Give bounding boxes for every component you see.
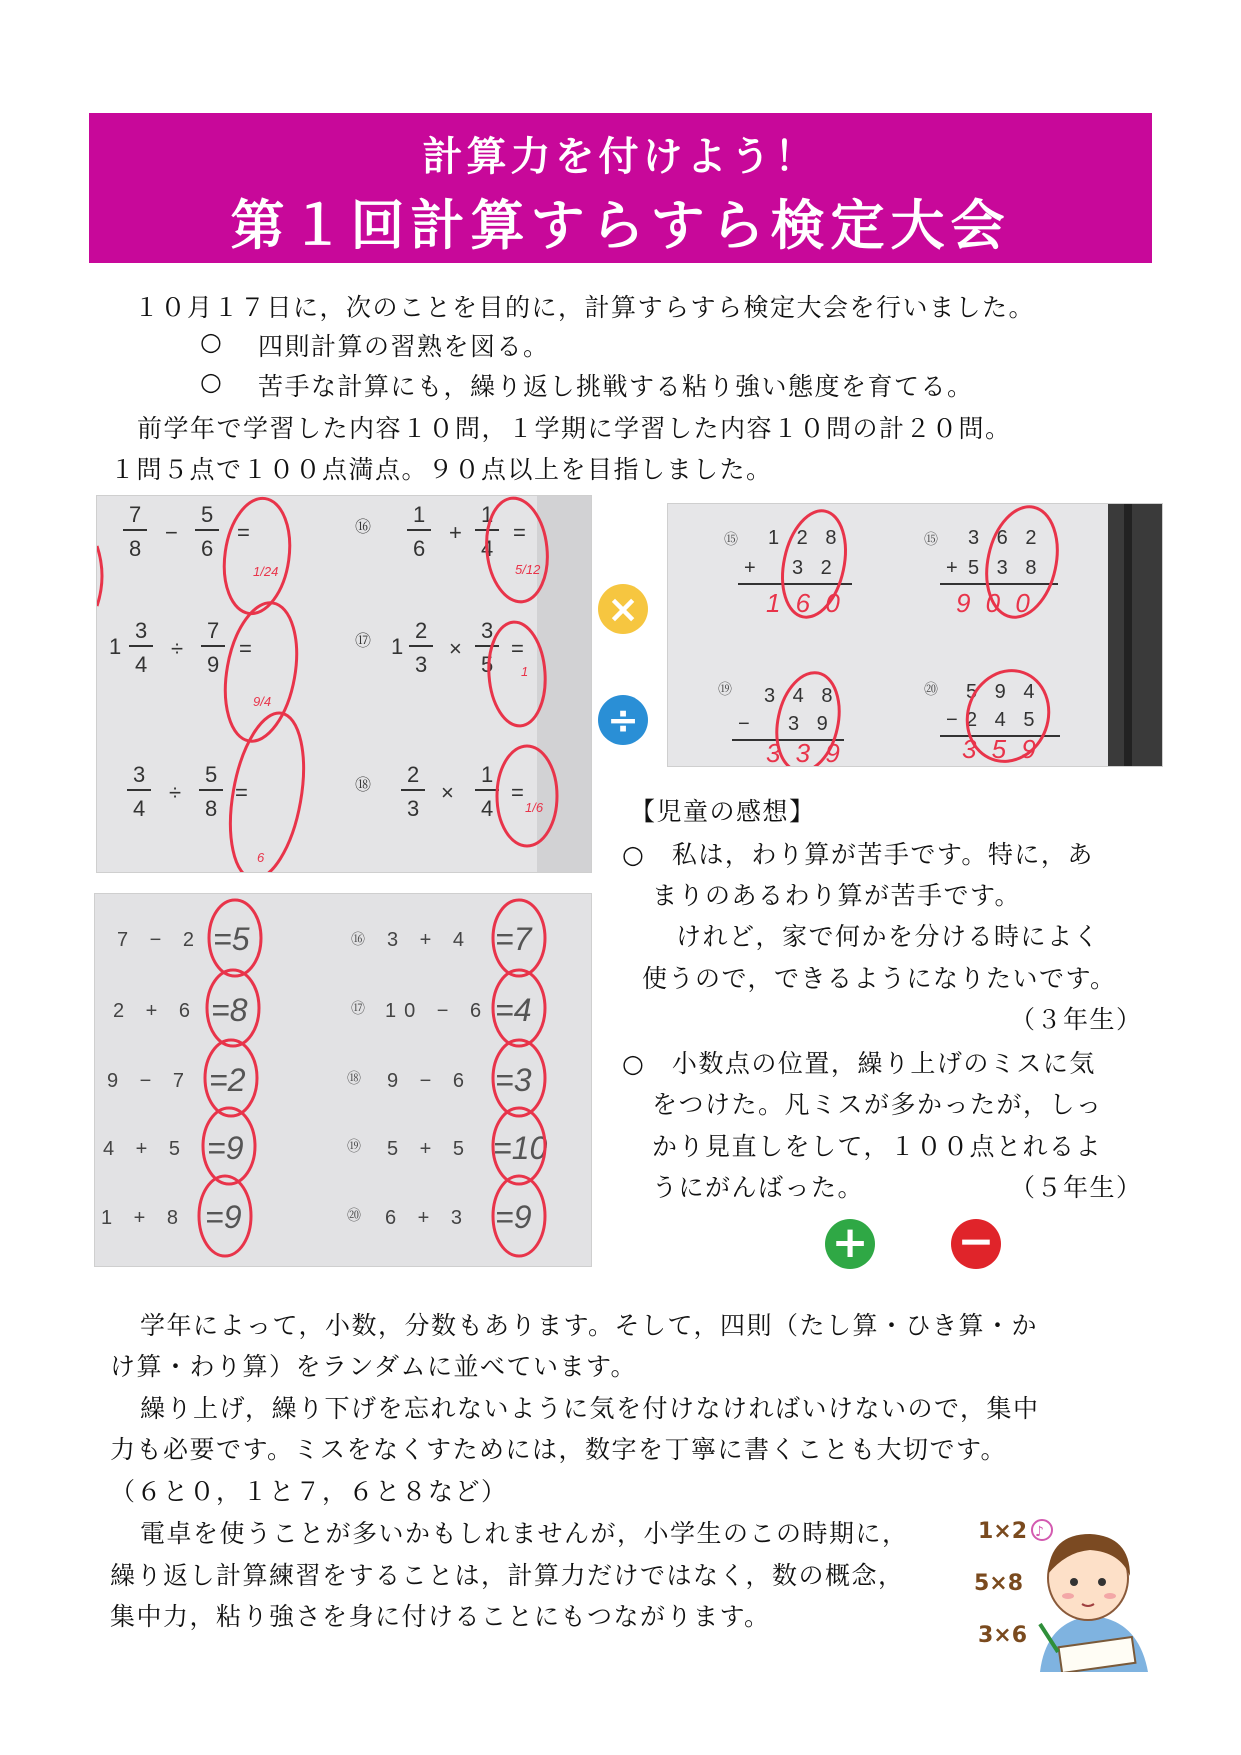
column-bottom: 2 4 5	[966, 709, 1041, 731]
frac-den: 4	[481, 536, 494, 561]
column-top: 5 9 4	[966, 681, 1041, 703]
equation: 4 + 5	[103, 1138, 189, 1160]
handwritten-answer: =2	[209, 1062, 246, 1098]
whole-number: 1	[109, 634, 122, 659]
banner-title: 第１回計算すらすら検定大会	[230, 194, 1011, 257]
worksheet-photo-whole-numbers	[94, 893, 592, 1267]
frac-den: 3	[415, 652, 428, 677]
title-banner	[89, 113, 1152, 263]
equation: 5 + 5	[387, 1138, 473, 1160]
minus-icon: −	[951, 1219, 1001, 1269]
student-illustration	[970, 1512, 1160, 1672]
frac-den: 4	[133, 796, 146, 821]
body-line-7: 繰り返し計算練習をすることは，計算力だけではなく，数の概念，	[110, 1561, 905, 1590]
whole-number: 1	[391, 634, 404, 659]
frac-num: 1	[481, 502, 494, 527]
frac-den: 8	[129, 536, 142, 561]
illustration-text: 1×2	[978, 1519, 1028, 1544]
equation: 9 − 6	[387, 1070, 473, 1092]
equation: 7 − 2	[117, 929, 203, 951]
comment-2-grade: （５年生）	[1010, 1173, 1143, 1202]
column-top: 3 4 8	[764, 685, 839, 707]
equation: 10 − 6	[385, 1000, 490, 1022]
handwritten-answer: =9	[205, 1199, 242, 1235]
divide-icon: ÷	[598, 695, 648, 745]
equation: 6 + 3	[385, 1207, 471, 1229]
problem-number: ⑲	[347, 1138, 361, 1154]
handwritten-answer: 6	[257, 850, 265, 865]
illustration-text: 3×6	[978, 1623, 1028, 1648]
problem-number: ⑰	[351, 1000, 365, 1016]
problem-number: ⑱	[355, 777, 372, 794]
goal-2: 苦手な計算にも，繰り返し挑戦する粘り強い態度を育てる。	[258, 372, 974, 401]
comment-2-line-1: ○ 小数点の位置，繰り上げのミスに気	[622, 1049, 1096, 1078]
body-line-5: （６と０，１と７，６と８など）	[110, 1477, 508, 1506]
frac-den: 6	[201, 536, 214, 561]
handwritten-answer: =5	[213, 921, 250, 957]
problem-number: ⑯	[351, 931, 365, 947]
intro-line-4: 前学年で学習した内容１０問，１学期に学習した内容１０問の計２０問。	[137, 414, 1012, 443]
plus-icon: +	[825, 1219, 875, 1269]
handwritten-answer: 1	[521, 664, 529, 679]
problem-number: ⑮	[924, 531, 938, 547]
frac-num: 2	[415, 618, 428, 643]
handwritten-answer: =9	[207, 1130, 244, 1166]
comment-1-line-2: まりのあるわり算が苦手です。	[652, 881, 1022, 910]
comment-1-line-1: ○ 私は，わり算が苦手です。特に，あ	[622, 840, 1094, 869]
op-times: ×	[449, 636, 462, 661]
frac-num: 1	[481, 762, 494, 787]
times-icon: ×	[598, 584, 648, 634]
goal-1-mark: ○	[200, 327, 224, 356]
problem-number: ⑮	[724, 531, 738, 547]
column-top: 1 2 8	[768, 527, 843, 549]
column-bottom: 3 2	[792, 557, 838, 579]
handwritten-answer: 1/6	[525, 800, 544, 815]
comment-2-line-4: うにがんばった。	[652, 1173, 865, 1202]
worksheet-photo-fractions	[96, 495, 592, 873]
op-eq: =	[511, 780, 524, 805]
intro-line-5: １問５点で１００点満点。９０点以上を目指しました。	[110, 455, 773, 484]
frac-den: 4	[481, 796, 494, 821]
op-eq: =	[237, 520, 250, 545]
frac-den: 8	[205, 796, 218, 821]
frac-num: 3	[481, 618, 494, 643]
handwritten-answer: 3 5 9	[962, 734, 1040, 764]
op-eq: =	[513, 520, 526, 545]
body-line-1: 学年によって，小数，分数もあります。そして，四則（たし算・ひき算・か	[140, 1311, 1039, 1340]
frac-den: 6	[413, 536, 426, 561]
music-note-icon: ♪	[1035, 1524, 1044, 1540]
handwritten-answer: 1/24	[253, 564, 279, 579]
handwritten-answer: =9	[495, 1199, 532, 1235]
body-line-2: け算・わり算）をランダムに並べています。	[110, 1352, 638, 1381]
op-minus: −	[946, 709, 958, 731]
op-minus: −	[165, 520, 178, 545]
handwritten-answer: =7	[495, 921, 532, 957]
handwritten-answer: =4	[495, 992, 532, 1028]
frac-num: 2	[407, 762, 420, 787]
equation: 9 − 7	[107, 1070, 193, 1092]
frac-num: 3	[135, 618, 148, 643]
illustration-text: 5×8	[974, 1571, 1024, 1596]
body-line-8: 集中力，粘り強さを身に付けることにもつながります。	[110, 1602, 771, 1631]
op-eq: =	[235, 780, 248, 805]
equation: 3 + 4	[387, 929, 473, 951]
op-plus: +	[744, 557, 756, 579]
column-top: 3 6 2	[968, 527, 1043, 549]
goal-2-mark: ○	[200, 367, 224, 396]
frac-den: 4	[135, 652, 148, 677]
frac-den: 3	[407, 796, 420, 821]
equation: 2 + 6	[113, 1000, 199, 1022]
handwritten-answer: =10	[493, 1130, 548, 1166]
frac-num: 5	[201, 502, 214, 527]
worksheet-photo-column-arithmetic	[667, 503, 1163, 767]
op-div: ÷	[171, 636, 184, 661]
equation: 1 + 8	[101, 1207, 187, 1229]
handwritten-answer: 1 6 0	[766, 588, 844, 618]
op-eq: =	[511, 636, 524, 661]
comment-1-grade: （３年生）	[1010, 1005, 1143, 1034]
op-plus: +	[449, 520, 462, 545]
comment-1-line-3: けれど，家で何かを分ける時によく	[676, 922, 1101, 951]
frac-num: 7	[207, 618, 220, 643]
column-bottom: 5 3 8	[968, 557, 1043, 579]
problem-number: ⑱	[347, 1070, 361, 1086]
op-div: ÷	[169, 780, 182, 805]
op-plus: +	[946, 557, 958, 579]
problem-number: ⑯	[355, 519, 372, 536]
handwritten-answer: 9 0 0	[956, 588, 1034, 618]
body-line-3: 繰り上げ，繰り下げを忘れないように気を付けなければいけないので，集中	[140, 1394, 1040, 1423]
op-eq: =	[239, 636, 252, 661]
problem-number: ⑰	[355, 633, 372, 650]
frac-num: 1	[413, 502, 426, 527]
comment-1-line-4: 使うので，できるようになりたいです。	[642, 964, 1117, 993]
handwritten-answer: 9/4	[253, 694, 272, 709]
comments-heading: 【児童の感想】	[630, 797, 816, 826]
problem-number: ⑳	[347, 1207, 361, 1223]
op-times: ×	[441, 780, 454, 805]
handwritten-answer: 3 3 9	[766, 738, 844, 766]
frac-num: 7	[129, 502, 142, 527]
banner-subtitle: 計算力を付けよう！	[422, 134, 819, 180]
goal-1: 四則計算の習熟を図る。	[258, 332, 550, 361]
body-line-6: 電卓を使うことが多いかもしれませんが，小学生のこの時期に，	[140, 1519, 909, 1548]
frac-num: 5	[205, 762, 218, 787]
column-bottom: 3 9	[788, 713, 834, 735]
comment-2-line-3: かり見直しをして，１００点とれるよ	[652, 1132, 1103, 1161]
op-minus: −	[738, 713, 750, 735]
frac-num: 3	[133, 762, 146, 787]
handwritten-answer: =8	[211, 992, 248, 1028]
intro-line-1: １０月１７日に，次のことを目的に，計算すらすら検定大会を行いました。	[134, 293, 1036, 322]
problem-number: ⑳	[924, 681, 938, 697]
handwritten-answer: =3	[495, 1062, 532, 1098]
frac-den: 5	[481, 652, 494, 677]
body-line-4: 力も必要です。ミスをなくすためには，数字を丁寧に書くことも大切です。	[110, 1435, 1008, 1464]
handwritten-answer: 5/12	[515, 562, 541, 577]
comment-2-line-2: をつけた。凡ミスが多かったが，しっ	[652, 1090, 1103, 1119]
problem-number: ⑲	[718, 681, 732, 697]
frac-den: 9	[207, 652, 220, 677]
